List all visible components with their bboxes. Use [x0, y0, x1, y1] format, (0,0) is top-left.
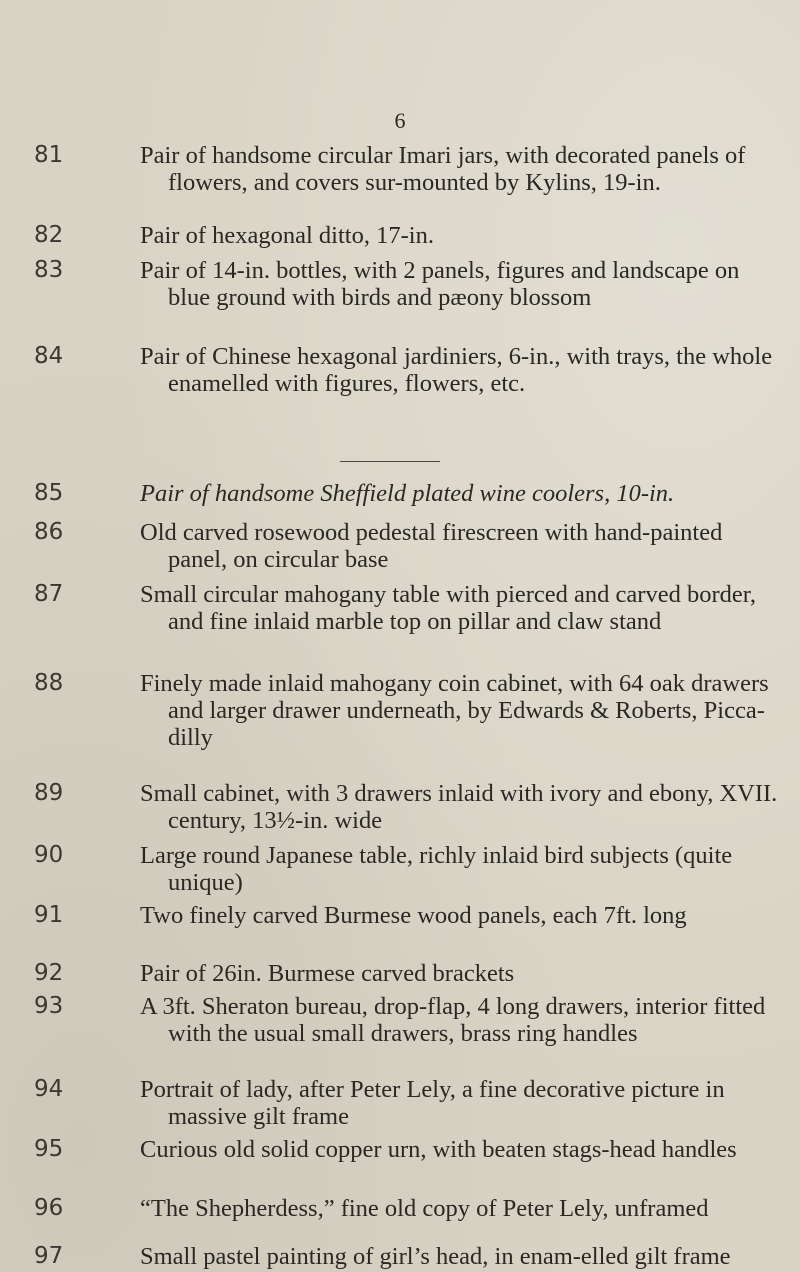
- lot-item: [34, 257, 780, 311]
- lot-number: 81: [34, 142, 64, 168]
- lot-number: 90: [34, 842, 64, 868]
- lot-number: 88: [34, 670, 64, 696]
- lot-description: “The Shepherdess,” fine old copy of Peter Lely, unframed: [140, 1195, 709, 1222]
- lot-item: [34, 222, 780, 249]
- lot-item: [34, 1195, 780, 1222]
- lot-number: 84: [34, 343, 64, 369]
- lot-number: 83: [34, 257, 64, 283]
- lot-description: Pair of 14-in. bottles, with 2 panels, figures and landscape on blue ground with birds and pæony blossom: [140, 257, 740, 311]
- lot-description: Curious old solid copper urn, with beaten stags-head handles: [140, 1136, 737, 1163]
- lot-number: 93: [34, 993, 64, 1019]
- lot-description: Old carved rosewood pedestal firescreen with hand-painted panel, on circular base: [140, 519, 723, 573]
- lot-number: 92: [34, 960, 64, 986]
- lot-description: Two finely carved Burmese wood panels, each 7ft. long: [140, 902, 687, 929]
- lot-number: 94: [34, 1076, 64, 1102]
- lot-item: [34, 780, 780, 834]
- lot-number: 89: [34, 780, 64, 806]
- lot-item: [34, 670, 780, 751]
- lot-description: Pair of 26in. Burmese carved brackets: [140, 960, 515, 987]
- lot-description: Large round Japanese table, richly inlaid bird subjects (quite unique): [140, 842, 733, 896]
- lot-description: Pair of handsome Sheffield plated wine coolers, 10-in.: [140, 480, 675, 507]
- lot-item: [34, 1243, 780, 1272]
- section-divider: [340, 461, 440, 462]
- lot-number: 82: [34, 222, 64, 248]
- lot-description: Pair of Chinese hexagonal jardiniers, 6-in., with trays, the whole enamelled with figures, flowers, etc.: [140, 343, 773, 397]
- lot-item: [34, 902, 780, 929]
- lot-item: [34, 1076, 780, 1130]
- lot-item: [34, 142, 780, 196]
- lot-item: [34, 480, 780, 507]
- lot-description: Pair of handsome circular Imari jars, with decorated panels of flowers, and covers sur-mounted by Kylins, 19-in.: [140, 142, 746, 196]
- lot-number: 96: [34, 1195, 64, 1221]
- lot-number: 86: [34, 519, 64, 545]
- lot-description: Pair of hexagonal ditto, 17-in.: [140, 222, 434, 249]
- lot-number: 85: [34, 480, 64, 506]
- lot-number: 97: [34, 1243, 64, 1269]
- lot-item: [34, 581, 780, 635]
- lot-number: 91: [34, 902, 64, 928]
- lot-description: A 3ft. Sheraton bureau, drop-flap, 4 long drawers, interior fitted with the usual small drawers, brass ring handles: [140, 993, 766, 1047]
- lot-number: 95: [34, 1136, 64, 1162]
- lot-item: [34, 519, 780, 573]
- lot-item: [34, 343, 780, 397]
- lot-description: Small circular mahogany table with pierced and carved border, and fine inlaid marble top on pillar and claw stand: [140, 581, 757, 635]
- lot-description: Small cabinet, with 3 drawers inlaid with ivory and ebony, XVII. century, 13½-in. wide: [140, 780, 778, 834]
- page-number: 6: [394, 108, 406, 133]
- lot-description: Small pastel painting of girl’s head, in enam-elled gilt frame: [140, 1243, 731, 1270]
- lot-description: Finely made inlaid mahogany coin cabinet, with 64 oak drawers and larger drawer underneath, by Edwards & Roberts, Picca-dilly: [140, 670, 769, 751]
- lot-item: [34, 960, 780, 987]
- lot-item: [34, 993, 780, 1047]
- lot-item: [34, 1136, 780, 1163]
- lot-item: [34, 842, 780, 896]
- lot-number: 87: [34, 581, 64, 607]
- lot-description: Portrait of lady, after Peter Lely, a fine decorative picture in massive gilt frame: [140, 1076, 725, 1130]
